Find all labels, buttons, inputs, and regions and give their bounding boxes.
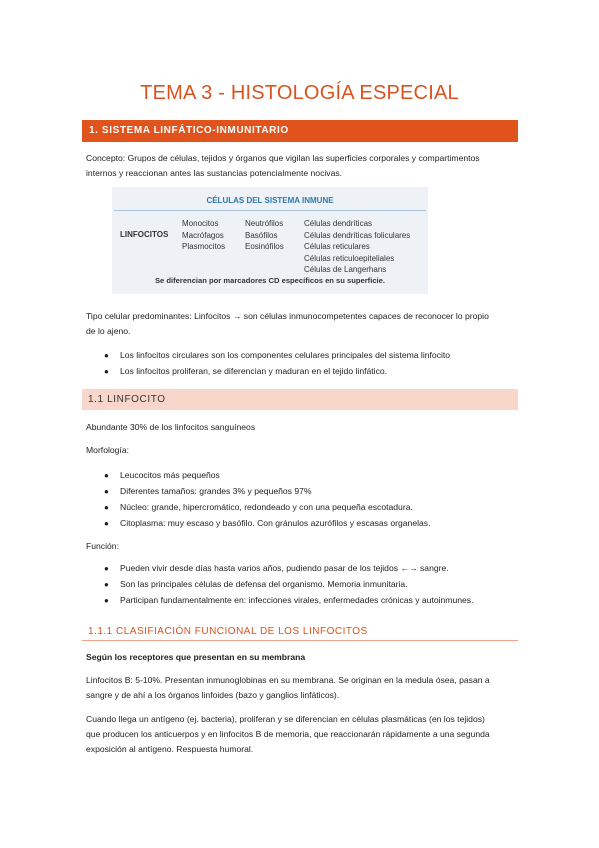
funcion-label: Función: [86,541,119,551]
figure-cell: Células de Langerhans [304,265,387,274]
section-heading-1-1: 1.1 LINFOCITO [82,389,518,410]
antigeno-line-2: que producen los anticuerpos y en linfocitos B de memoria, que reaccionarán rápidamente a una segunda [86,729,490,739]
concepto-line-1: Concepto: Grupos de células, tejidos y órganos que vigilan las superficies corporales y compartimentos [86,153,480,163]
linfocitos-b-line-2: sangre y de ahí a los órganos linfoides (bazo y ganglios linfáticos). [86,690,340,700]
bullet-icon: ● [104,596,109,605]
tipo-line-1: Tipo celular predominantes: Linfocitos → son células inmunocompetentes capaces de reconocer lo propio [86,311,489,321]
figure-cell: Células reticulares [304,242,370,251]
figure-cell: Monocitos [182,219,219,228]
figure-cell: Macrófagos [182,230,224,240]
antigeno-paragraph [86,712,516,757]
figure-label-linfocitos: LINFOCITOS [120,230,169,239]
figure-footer: Se diferencian por marcadores CD específicos en su superficie. [154,276,385,285]
figure-divider [114,210,426,211]
page-title: TEMA 3 - HISTOLOGÍA ESPECIAL [140,82,459,104]
figure-cell: Células dendríticas [304,219,373,228]
bullet-icon: ● [104,580,109,589]
linfocitos-b-line-1: Linfocitos B: 5-10%. Presentan inmunoglobinas en su membrana. Se originan en la medula ósea, pasan a [86,675,490,685]
figure-cell: Neutrófilos [245,219,284,228]
antigeno-line-3: exposición al antígeno. Respuesta humoral. [86,744,254,754]
morfologia-label: Morfología: [86,445,129,455]
bullet-icon: ● [104,519,109,528]
bullet-icon: ● [104,503,109,512]
antigeno-line-1: Cuando llega un antígeno (ej. bacteria), proliferan y se diferencian en células plasmáticas (en los tejidos) [86,714,485,724]
immune-cells-figure [112,187,428,294]
figure-col-1 [182,218,225,253]
figure-cell: Células dendríticas foliculares [304,230,411,240]
tipo-paragraph [86,309,516,339]
bullet-icon: ● [104,487,109,496]
concepto-line-2: internos y reaccionan antes las sustancias potencialmente nocivas. [86,168,343,178]
linfocitos-b-paragraph [86,673,516,703]
abundante-text: Abundante 30% de los linfocitos sanguíneos [86,422,256,432]
figure-col-2 [245,218,284,253]
figure-cell: Células reticuloepiteliales [304,253,395,263]
tipo-line-2: de lo ajeno. [86,326,131,336]
document-page: TEMA 3 - HISTOLOGÍA ESPECIAL 1. SISTEMA LINFÁTICO-INMUNITARIO Concepto: Grupos de células, tejidos y órganos que vigilan las superficies corporales y compartimentos internos y reaccionan antes las sustancias potencialmente nocivas. CÉLULAS DEL SISTEMA INMUNE LINFOCITOS Monocitos Macrófagos Plasmocitos Neutrófilos Basófilos Eosinófilos Células dendríticas Células dendríticas foliculares Células reticulares Células reticuloepiteliales Células de Langerhans Se diferencian por marcadores CD específicos en su superficie. Tipo celular predominantes: Linfocitos → son células inmunocompetentes capaces de reconocer lo propio de lo ajeno. ● Los linfocitos circulares son los componentes celulares principales del sistema linfocito ● Los linfocitos proliferan, se diferencian y maduran en el tejido linfático. 1.1 LINFOCITO Abundante 30% de los linfocitos sanguíneos Morfología: ● Leucocitos más pequeños ● Diferentes tamaños: grandes 3% y pequeños 97% ● Núcleo: grande, hipercromático, redondeado y con una pequeña escotadura. ● Citoplasma: muy escaso y basófilo. Con gránulos azurófilos y escasas organelas. Función: ● Pueden vivir desde días hasta varios años, pudiendo pasar de los tejidos ←→ sangre. ● Son las principales células de defensa del organismo. Memoria inmunitaria. ● Participan fundamentalmente en: infecciones virales, enfermedades crónicas y autoinmunes. 1.1.1 CLASIFIACIÓN FUNCIONAL DE LOS LINFOCITOS Según los receptores que presentan en su membrana Linfocitos B: 5-10%. Presentan inmunoglobinas en su membrana. Se originan en la medula ósea, pasan a sangre y de ahí a los órganos linfoides (bazo y ganglios linfáticos). Cuando llega un antígeno (ej. bacteria), proliferan y se diferencian en células plasmáticas (en los tejidos) que producen los anticuerpos y en linfocitos B de memoria, que reaccionarán rápidamente a una segunda exposición al antígeno. Respuesta humoral. [0,0,599,848]
section-heading-1-1-1: 1.1.1 CLASIFIACIÓN FUNCIONAL DE LOS LINFOCITOS [82,623,518,641]
segun-text: Según los receptores que presentan en su membrana [86,652,306,662]
figure-cell: Eosinófilos [245,242,284,251]
figure-col-3 [304,218,410,276]
section-heading-1: 1. SISTEMA LINFÁTICO-INMUNITARIO [82,120,518,142]
concepto-paragraph [86,151,516,181]
figure-cell: Plasmocitos [182,242,226,251]
figure-cell: Basófilos [245,230,278,240]
bullet-icon: ● [104,367,109,376]
figure-caption: CÉLULAS DEL SISTEMA INMUNE [206,196,334,205]
bullet-icon: ● [104,351,109,360]
bullet-icon: ● [104,471,109,480]
bullet-icon: ● [104,564,109,573]
